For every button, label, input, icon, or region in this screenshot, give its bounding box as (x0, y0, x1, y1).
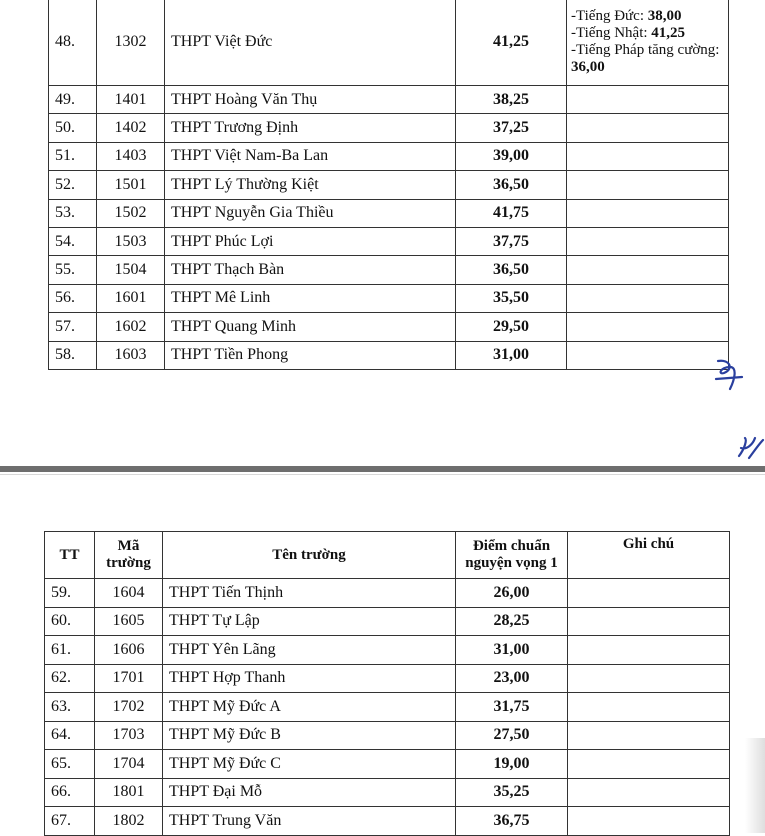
table-row (49, 0, 729, 86)
school-name: THPT Việt Đức (165, 0, 456, 86)
note-cell (568, 664, 730, 693)
note-cell (568, 693, 730, 722)
table-row (45, 750, 730, 779)
school-code: 1401 (97, 86, 165, 114)
table-header-row (45, 532, 730, 579)
row-number: 61. (45, 636, 95, 665)
signature-mark-1-icon (712, 355, 748, 395)
school-code: 1701 (95, 664, 163, 693)
note-cell (567, 256, 729, 284)
note-line (571, 8, 724, 25)
score-table-body (45, 579, 730, 836)
note-cell (568, 607, 730, 636)
table-row (45, 636, 730, 665)
school-code: 1302 (97, 0, 165, 86)
table-row (45, 778, 730, 807)
note-value: 41,25 (651, 25, 686, 41)
note-cell (567, 114, 729, 142)
row-number: 64. (45, 721, 95, 750)
table-row (45, 607, 730, 636)
school-code: 1604 (95, 579, 163, 608)
school-name: THPT Yên Lãng (163, 636, 456, 665)
school-code: 1603 (97, 341, 165, 369)
table-row (49, 341, 729, 369)
note-cell (568, 579, 730, 608)
school-name: THPT Lý Thường Kiệt (165, 171, 456, 199)
school-name: THPT Tự Lập (163, 607, 456, 636)
cutoff-score: 31,75 (456, 693, 568, 722)
school-code: 1602 (97, 313, 165, 341)
note-cell (568, 807, 730, 836)
cutoff-score: 37,25 (456, 114, 567, 142)
row-number: 62. (45, 664, 95, 693)
school-name: THPT Quang Minh (165, 313, 456, 341)
table-row (49, 114, 729, 142)
header-note: Ghi chú (568, 532, 730, 579)
table-row (45, 693, 730, 722)
edge-shadow (745, 738, 765, 833)
school-code: 1403 (97, 142, 165, 170)
note-label: -Tiếng Nhật: (571, 25, 652, 41)
note-cell (567, 341, 729, 369)
page-divider-shadow (0, 474, 765, 475)
school-name: THPT Tiền Phong (165, 341, 456, 369)
note-cell (567, 0, 729, 86)
note-line (571, 25, 724, 42)
cutoff-score: 35,25 (456, 778, 568, 807)
school-code: 1402 (97, 114, 165, 142)
table-row (49, 171, 729, 199)
cutoff-score: 29,50 (456, 313, 567, 341)
note-cell (567, 142, 729, 170)
row-number: 50. (49, 114, 97, 142)
school-code: 1702 (95, 693, 163, 722)
row-number: 56. (49, 284, 97, 312)
school-name: THPT Trung Văn (163, 807, 456, 836)
cutoff-score: 19,00 (456, 750, 568, 779)
note-value: 38,00 (647, 8, 682, 24)
row-number: 66. (45, 778, 95, 807)
row-number: 49. (49, 86, 97, 114)
row-number: 52. (49, 171, 97, 199)
school-name: THPT Tiến Thịnh (163, 579, 456, 608)
note-cell (567, 284, 729, 312)
cutoff-score: 27,50 (456, 721, 568, 750)
cutoff-score: 28,25 (456, 607, 568, 636)
note-cell (567, 313, 729, 341)
school-name: THPT Đại Mỗ (163, 778, 456, 807)
school-name: THPT Mê Linh (165, 284, 456, 312)
header-code: Mã trường (95, 532, 163, 579)
row-number: 57. (49, 313, 97, 341)
note-cell (567, 86, 729, 114)
school-code: 1802 (95, 807, 163, 836)
table-row (45, 579, 730, 608)
note-label: -Tiếng Đức: (571, 8, 648, 24)
cutoff-score: 41,75 (456, 199, 567, 227)
school-name: THPT Phúc Lợi (165, 227, 456, 255)
table-row (49, 199, 729, 227)
row-number: 54. (49, 227, 97, 255)
cutoff-score: 37,75 (456, 227, 567, 255)
table-row (49, 227, 729, 255)
cutoff-score: 31,00 (456, 341, 567, 369)
page-divider (0, 466, 765, 472)
row-number: 60. (45, 607, 95, 636)
cutoff-score: 35,50 (456, 284, 567, 312)
row-number: 53. (49, 199, 97, 227)
cutoff-score: 39,00 (456, 142, 567, 170)
row-number: 65. (45, 750, 95, 779)
row-number: 59. (45, 579, 95, 608)
header-tt: TT (45, 532, 95, 579)
note-label: -Tiếng Pháp tăng cường: (571, 42, 720, 58)
table-row (49, 313, 729, 341)
school-code: 1502 (97, 199, 165, 227)
table-row (49, 142, 729, 170)
note-cell (567, 199, 729, 227)
score-table-page1 (48, 0, 729, 370)
school-code: 1503 (97, 227, 165, 255)
row-number: 63. (45, 693, 95, 722)
school-name: THPT Mỹ Đức A (163, 693, 456, 722)
row-number: 67. (45, 807, 95, 836)
school-name: THPT Hợp Thanh (163, 664, 456, 693)
cutoff-score: 38,25 (456, 86, 567, 114)
school-name: THPT Thạch Bàn (165, 256, 456, 284)
school-code: 1501 (97, 171, 165, 199)
school-code: 1601 (97, 284, 165, 312)
row-number: 48. (49, 0, 97, 86)
cutoff-score: 36,50 (456, 171, 567, 199)
school-code: 1704 (95, 750, 163, 779)
note-cell (568, 778, 730, 807)
cutoff-score: 36,50 (456, 256, 567, 284)
note-cell (568, 750, 730, 779)
school-name: THPT Trương Định (165, 114, 456, 142)
cutoff-score: 23,00 (456, 664, 568, 693)
cutoff-score: 26,00 (456, 579, 568, 608)
school-name: THPT Mỹ Đức B (163, 721, 456, 750)
table-row (49, 86, 729, 114)
table-row (49, 256, 729, 284)
cutoff-score: 31,00 (456, 636, 568, 665)
note-value: 36,00 (571, 59, 605, 75)
note-line (571, 42, 724, 76)
school-name: THPT Việt Nam-Ba Lan (165, 142, 456, 170)
cutoff-score: 36,75 (456, 807, 568, 836)
note-cell (567, 171, 729, 199)
school-code: 1605 (95, 607, 163, 636)
score-table-page2 (44, 531, 730, 836)
table-row (45, 664, 730, 693)
table-row (45, 807, 730, 836)
signature-mark-2-icon (735, 432, 765, 464)
school-name: THPT Mỹ Đức C (163, 750, 456, 779)
note-cell (567, 227, 729, 255)
school-code: 1504 (97, 256, 165, 284)
header-score: Điểm chuẩn nguyện vọng 1 (456, 532, 568, 579)
school-code: 1801 (95, 778, 163, 807)
note-cell (568, 636, 730, 665)
school-name: THPT Hoàng Văn Thụ (165, 86, 456, 114)
row-number: 55. (49, 256, 97, 284)
row-number: 58. (49, 341, 97, 369)
row-number: 51. (49, 142, 97, 170)
school-code: 1606 (95, 636, 163, 665)
note-cell (568, 721, 730, 750)
header-name: Tên trường (163, 532, 456, 579)
score-table-body (49, 0, 729, 369)
school-code: 1703 (95, 721, 163, 750)
cutoff-score: 41,25 (456, 0, 567, 86)
table-row (45, 721, 730, 750)
school-name: THPT Nguyễn Gia Thiều (165, 199, 456, 227)
table-row (49, 284, 729, 312)
